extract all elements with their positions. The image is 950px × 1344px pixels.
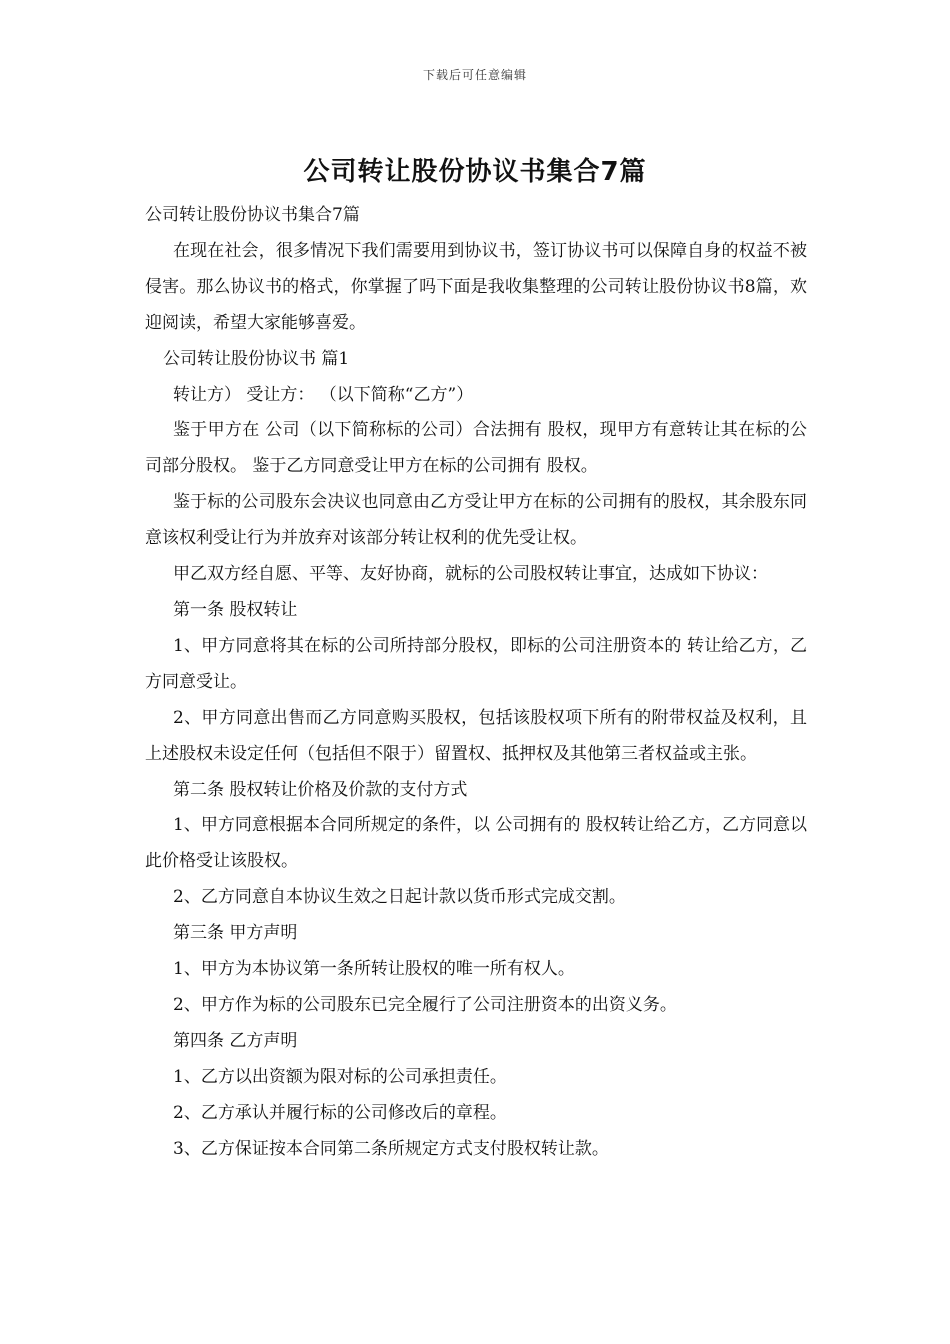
recital-paragraph: 鉴于标的公司股东会决议也同意由乙方受让甲方在标的公司拥有的股权，其余股东同意该权利受让行为并放弃对该部分转让权利的优先受让权。 — [145, 492, 807, 549]
clause-paragraph: 1、甲方同意根据本合同所规定的条件，以 公司拥有的 股权转让给乙方，乙方同意以此价格受让该股权。 — [145, 815, 807, 872]
clause-paragraph: 1、甲方为本协议第一条所转让股权的唯一所有权人。 — [173, 959, 575, 980]
subtitle-paragraph: 公司转让股份协议书集合7篇 — [145, 205, 360, 225]
clause-paragraph: 3、乙方保证按本合同第二条所规定方式支付股权转让款。 — [173, 1138, 609, 1159]
article-heading: 第三条 甲方声明 — [173, 923, 298, 944]
intro-paragraph: 在现在社会，很多情况下我们需要用到协议书，签订协议书可以保障自身的权益不被侵害。那么协议书的格式，你掌握了吗下面是我收集整理的公司转让股份协议书8篇，欢迎阅读，希望大家能够喜爱。 — [145, 240, 807, 333]
clause-paragraph: 2、甲方同意出售而乙方同意购买股权，包括该股权项下所有的附带权益及权利，且上述股权未设定任何（包括但不限于）留置权、抵押权及其他第三者权益或主张。 — [145, 707, 807, 764]
article-heading: 第二条 股权转让价格及价款的支付方式 — [173, 779, 468, 800]
article-heading: 第四条 乙方声明 — [173, 1030, 298, 1051]
agreement-paragraph: 甲乙双方经自愿、平等、友好协商，就标的公司股权转让事宜，达成如下协议： — [173, 564, 768, 585]
header-note: 下载后可任意编辑 — [422, 68, 527, 82]
document-body — [145, 198, 807, 1167]
clause-paragraph: 2、乙方同意自本协议生效之日起计款以货币形式完成交割。 — [173, 887, 626, 908]
document-title: 公司转让股份协议书集合7篇 — [303, 157, 647, 187]
clause-paragraph: 1、乙方以出资额为限对标的公司承担责任。 — [173, 1066, 507, 1087]
parties-paragraph: 转让方） 受让方： （以下简称“乙方”） — [173, 384, 474, 405]
recital-paragraph: 鉴于甲方在 公司（以下简称标的公司）合法拥有 股权，现甲方有意转让其在标的公司部分股权。 鉴于乙方同意受让甲方在标的公司拥有 股权。 — [145, 420, 807, 477]
article-heading: 第一条 股权转让 — [173, 599, 298, 620]
clause-paragraph: 2、甲方作为标的公司股东已完全履行了公司注册资本的出资义务。 — [173, 994, 677, 1015]
section-heading-chapter-1: 公司转让股份协议书 篇1 — [163, 348, 350, 369]
clause-paragraph: 2、乙方承认并履行标的公司修改后的章程。 — [173, 1102, 507, 1123]
clause-paragraph: 1、甲方同意将其在标的公司所持部分股权，即标的公司注册资本的 转让给乙方，乙方同意受让。 — [145, 635, 807, 692]
